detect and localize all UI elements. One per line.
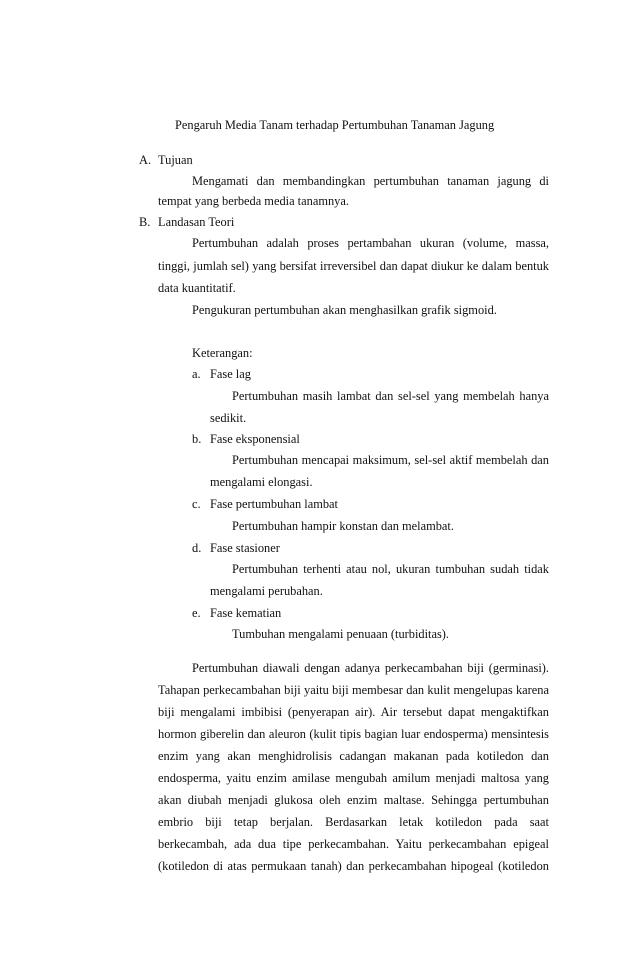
section-a-heading: Tujuan: [158, 153, 193, 167]
paragraph-line: Pengukuran pertumbuhan akan menghasilkan grafik sigmoid.: [192, 303, 497, 317]
phase-description: Pertumbuhan hampir konstan dan melambat.: [232, 519, 454, 533]
phase-marker: b.: [192, 432, 202, 446]
phase-description: Pertumbuhan terhenti atau nol, ukuran tumbuhan sudah tidak: [232, 562, 549, 576]
phase-marker: d.: [192, 541, 202, 555]
phase-name: Fase kematian: [210, 606, 282, 620]
paragraph-line: hormon giberelin dan aleuron (kulit tipis bagian luar endosperma) mensintesis: [158, 727, 549, 741]
paragraph-line: Tahapan perkecambahan biji yaitu biji membesar dan kulit mengelupas karena: [158, 683, 549, 697]
phase-marker: e.: [192, 606, 201, 620]
section-a-text-line: Mengamati dan membandingkan pertumbuhan tanaman jagung di: [192, 174, 549, 188]
paragraph-line: berkecambah, ada dua tipe perkecambahan. Yaitu perkecambahan epigeal: [158, 837, 549, 851]
phase-description: sedikit.: [210, 411, 247, 425]
section-a-text-line: tempat yang berbeda media tanamnya.: [158, 194, 349, 208]
document-title: Pengaruh Media Tanam terhadap Pertumbuhan Tanaman Jagung: [175, 118, 495, 132]
phase-description: mengalami perubahan.: [210, 584, 323, 598]
phase-name: Fase lag: [210, 367, 251, 381]
paragraph-line: (kotiledon di atas permukaan tanah) dan perkecambahan hipogeal (kotiledon: [158, 859, 549, 873]
phase-name: Fase eksponensial: [210, 432, 300, 446]
section-b-label: B.: [139, 215, 151, 229]
phase-description: Tumbuhan mengalami penuaan (turbiditas).: [232, 627, 450, 641]
phase-name: Fase pertumbuhan lambat: [210, 497, 339, 511]
paragraph-line: enzim yang akan menghidrolisis cadangan makanan pada kotiledon dan: [158, 749, 549, 763]
paragraph-line: endosperma, yaitu enzim amilase mengubah amilum menjadi maltosa yang: [158, 771, 549, 785]
paragraph-line: akan diubah menjadi glukosa oleh enzim maltase. Sehingga pertumbuhan: [158, 793, 549, 807]
phase-description: mengalami elongasi.: [210, 475, 313, 489]
phase-description: Pertumbuhan masih lambat dan sel-sel yang membelah hanya: [232, 389, 549, 403]
section-a-label: A.: [139, 153, 152, 167]
phase-name: Fase stasioner: [210, 541, 280, 555]
keterangan-label: Keterangan:: [192, 346, 253, 360]
paragraph-line: embrio biji tetap berjalan. Berdasarkan letak kotiledon pada saat: [158, 815, 549, 829]
paragraph-line: biji mengalami imbibisi (penyerapan air). Air tersebut dapat mengaktifkan: [158, 705, 549, 719]
phase-marker: c.: [192, 497, 201, 511]
paragraph-line: Pertumbuhan adalah proses pertambahan ukuran (volume, massa,: [192, 236, 549, 250]
phase-marker: a.: [192, 367, 201, 381]
section-b-heading: Landasan Teori: [158, 215, 235, 229]
paragraph-line: tinggi, jumlah sel) yang bersifat irreversibel dan dapat diukur ke dalam bentuk: [158, 259, 549, 273]
paragraph-line: data kuantitatif.: [158, 281, 236, 295]
phase-description: Pertumbuhan mencapai maksimum, sel-sel aktif membelah dan: [232, 453, 549, 467]
paragraph-line: Pertumbuhan diawali dengan adanya perkecambahan biji (germinasi).: [192, 661, 549, 675]
